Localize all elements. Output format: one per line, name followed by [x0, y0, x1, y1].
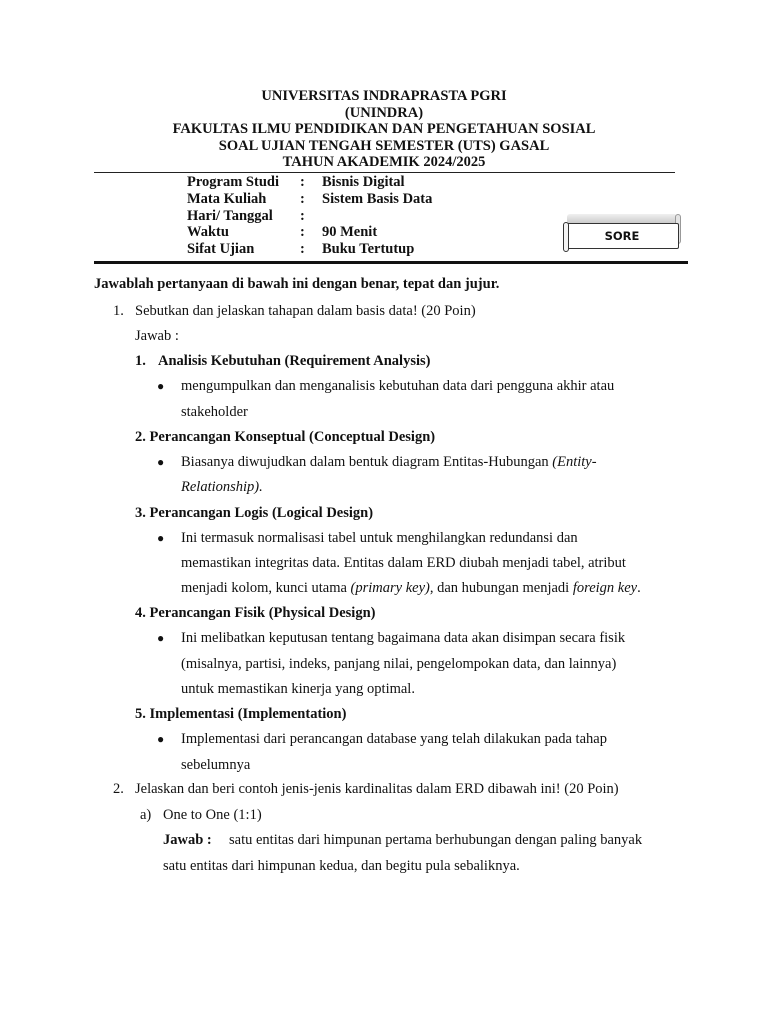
answer-label: Jawab :	[163, 832, 212, 848]
university-name: UNIVERSITAS INDRAPRASTA PGRI	[261, 88, 507, 104]
step-detail: Biasanya diwujudkan dalam bentuk diagram Entitas-Hubungan (Entity-	[181, 454, 597, 470]
info-value: Buku Tertutup	[322, 241, 415, 258]
answer-text: satu entitas dari himpunan kedua, dan begitu pula sebaliknya.	[163, 858, 520, 874]
step-detail: memastikan integritas data. Entitas dalam ERD diubah menjadi tabel, atribut	[181, 555, 626, 571]
question-number: 1.	[113, 303, 124, 319]
info-label: Hari/ Tanggal	[187, 207, 273, 224]
info-colon: :	[300, 241, 305, 258]
academic-year: TAHUN AKADEMIK 2024/2025	[282, 154, 486, 171]
question-text: Sebutkan dan jelaskan tahapan dalam basis data! (20 Poin)	[135, 303, 476, 319]
university-abbr: (UNINDRA)	[344, 104, 424, 121]
info-label: Mata Kuliah	[187, 190, 267, 207]
step-detail: Relationship).	[181, 479, 263, 495]
step-detail: menjadi kolom, kunci utama (primary key), dan hubungan menjadi foreign key.	[181, 580, 641, 596]
session-badge	[563, 214, 681, 250]
answer-label: Jawab :	[135, 328, 179, 344]
step-title: 5. Implementasi (Implementation)	[135, 706, 347, 722]
step-detail: mengumpulkan dan menganalisis kebutuhan data dari pengguna akhir atau	[181, 378, 615, 394]
step-number: 1.	[135, 353, 146, 369]
exam-info-table	[187, 174, 432, 258]
step-detail: Ini melibatkan keputusan tentang bagaimana data akan disimpan secara fisik	[181, 630, 626, 646]
info-value: Bisnis Digital	[322, 174, 405, 190]
answer-text: satu entitas dari himpunan pertama berhubungan dengan paling banyak	[229, 832, 643, 848]
info-divider	[94, 261, 688, 264]
bullet-icon: ●	[157, 379, 165, 393]
step-detail: Ini termasuk normalisasi tabel untuk menghilangkan redundansi dan	[181, 530, 578, 546]
step-detail: (misalnya, partisi, indeks, panjang nilai, pengelompokan data, dan lainnya)	[181, 656, 617, 672]
bullet-icon: ●	[157, 455, 165, 469]
info-label: Waktu	[187, 224, 229, 241]
instruction: Jawablah pertanyaan di bawah ini dengan benar, tepat dan jujur.	[94, 276, 500, 292]
info-label: Sifat Ujian	[187, 241, 255, 258]
question-number: 2.	[113, 781, 124, 797]
question-text: Jelaskan dan beri contoh jenis-jenis kardinalitas dalam ERD dibawah ini! (20 Poin)	[135, 781, 619, 797]
step-detail: Implementasi dari perancangan database yang telah dilakukan pada tahap	[181, 731, 607, 747]
sub-question-text: One to One (1:1)	[163, 807, 262, 823]
step-detail: stakeholder	[181, 404, 248, 420]
step-detail: untuk memastikan kinerja yang optimal.	[181, 681, 415, 697]
step-title: 3. Perancangan Logis (Logical Design)	[135, 505, 374, 521]
info-row-program	[187, 174, 432, 191]
badge-label: SORE	[565, 223, 679, 249]
info-row-time	[187, 224, 432, 241]
info-row-course	[187, 191, 432, 208]
step-title: Analisis Kebutuhan (Requirement Analysis)	[158, 353, 431, 369]
info-label: Program Studi	[187, 174, 279, 190]
bullet-icon: ●	[157, 531, 165, 545]
faculty-name: FAKULTAS ILMU PENDIDIKAN DAN PENGETAHUAN SOSIAL	[172, 121, 596, 138]
bullet-icon: ●	[157, 732, 165, 746]
step-detail: sebelumnya	[181, 757, 251, 773]
sub-question-label: a)	[140, 807, 152, 823]
info-value: Sistem Basis Data	[322, 190, 433, 207]
step-title: 2. Perancangan Konseptual (Conceptual Design)	[135, 429, 436, 445]
info-colon: :	[300, 174, 305, 190]
header-divider	[94, 172, 675, 173]
badge-scroll-curl-left	[563, 222, 569, 252]
info-row-exam-type	[187, 241, 432, 258]
bullet-icon: ●	[157, 631, 165, 645]
info-colon: :	[300, 207, 305, 224]
info-colon: :	[300, 190, 305, 207]
info-row-date	[187, 208, 432, 225]
info-value: 90 Menit	[322, 224, 378, 241]
exam-header	[0, 88, 768, 171]
info-colon: :	[300, 224, 305, 241]
exam-title: SOAL UJIAN TENGAH SEMESTER (UTS) GASAL	[218, 137, 550, 154]
step-title: 4. Perancangan Fisik (Physical Design)	[135, 605, 376, 621]
